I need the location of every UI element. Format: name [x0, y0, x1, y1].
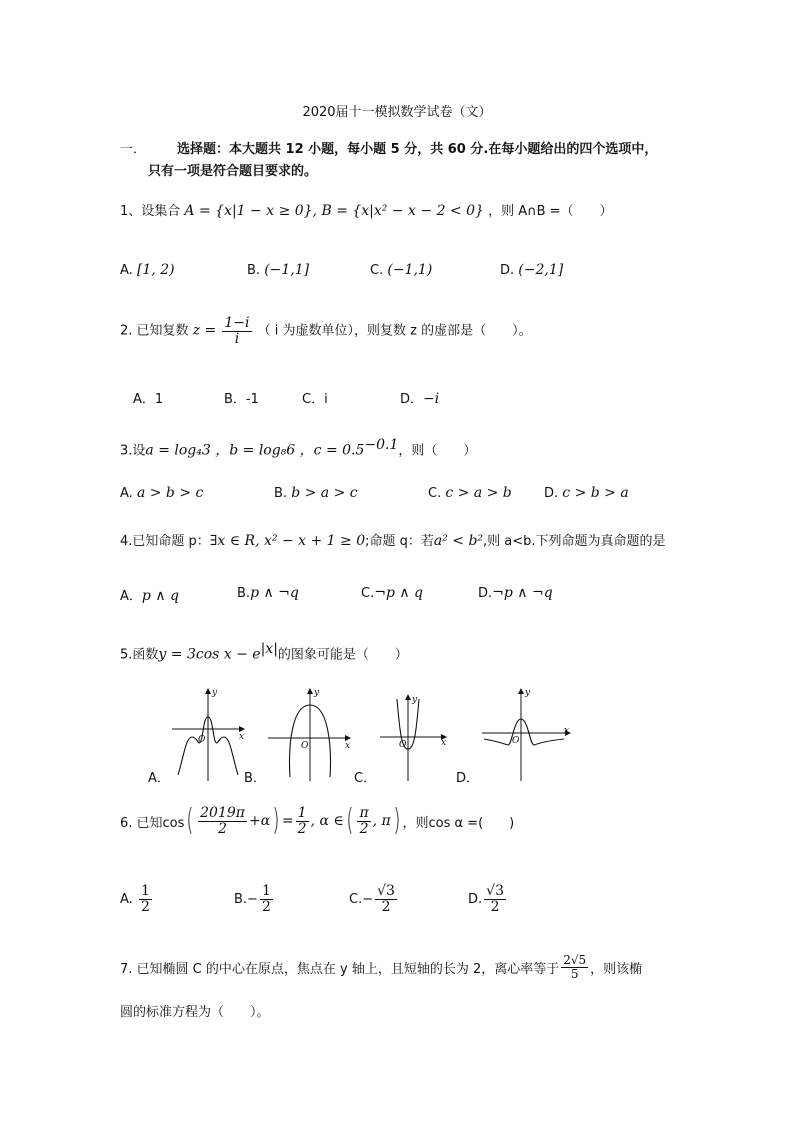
q7-eccentricity: [561, 954, 588, 980]
q6-frac-pi2: [357, 806, 370, 836]
graph-a-y-label: y: [212, 688, 218, 698]
q6-frac-den: 2: [218, 820, 228, 837]
question-4: [120, 530, 666, 549]
q6-option-b: [234, 884, 275, 914]
q4-option-c-letter: C.: [361, 586, 375, 601]
q3-option-d-text: c > b > a: [562, 485, 629, 501]
q5-label-b: B．: [244, 771, 266, 786]
question-2: [120, 316, 532, 346]
q1-stem: 1、设集合: [120, 204, 181, 219]
q2-fraction: [222, 316, 251, 346]
q1-option-b: [247, 262, 309, 278]
section-heading: [177, 138, 657, 157]
q5-tail: 的图象可能是（ ）: [277, 647, 408, 663]
q2-option-d-text: −i: [423, 391, 440, 407]
q1-option-a-letter: A.: [120, 263, 133, 278]
q6-option-a-letter: A.: [120, 891, 133, 907]
q4-tail: ,则 a<b.下列命题为真命题的是: [483, 534, 666, 549]
q4-option-d-text: ¬p ∧ ¬q: [492, 585, 553, 601]
q2-option-d: [400, 388, 439, 407]
graph-a: [172, 688, 244, 781]
q2-z: z =: [192, 322, 217, 339]
q6-option-a-den: 2: [140, 898, 150, 915]
q6-option-c-den: 2: [381, 898, 391, 915]
graph-b: [268, 688, 350, 781]
q1-option-a-text: [1, 2): [136, 262, 175, 278]
q3-option-c-letter: C.: [428, 486, 442, 501]
q6-option-b-letter: B.−: [234, 891, 258, 907]
q6-option-a-frac: [139, 884, 152, 914]
graph-b-x-label: x: [345, 741, 351, 751]
q3-option-b-letter: B.: [274, 486, 288, 501]
q6-option-d: [468, 884, 508, 914]
q3-option-d: [544, 485, 629, 501]
q6-pi-den: 2: [359, 820, 369, 837]
q4-option-c: [361, 585, 423, 601]
q4-option-b-letter: B.: [237, 586, 251, 601]
graph-d-y-label: y: [525, 688, 531, 698]
q1-option-c-letter: C.: [370, 263, 384, 278]
section-number: 一．: [120, 142, 147, 157]
q2-denominator: i: [234, 330, 240, 347]
question-6: [120, 803, 515, 839]
graph-b-y-label: y: [314, 688, 320, 698]
q4-mid: ;命题 q：若: [365, 534, 434, 549]
q3-option-d-letter: D.: [544, 486, 559, 501]
question-1: [120, 200, 613, 219]
q7-ecc-den: 5: [570, 966, 579, 981]
q6-half-den: 2: [297, 820, 307, 837]
q7-ecc-num: 2√5: [563, 953, 587, 967]
q3-option-c: [428, 485, 512, 501]
q5-expr: y = 3cos x − e: [158, 646, 261, 663]
graph-c-origin: O: [399, 740, 407, 750]
q5-label-c: C．: [354, 771, 377, 786]
q7-line1b: ，则该椭: [590, 961, 643, 977]
q4-option-d: [478, 585, 553, 601]
q3-expr: a = log₄3 ，b = log₈6 ，c = 0.5: [145, 442, 365, 459]
q3-exp: −0.1: [364, 437, 399, 453]
q4-expr2: a² < b²: [433, 533, 484, 549]
q3-option-a-letter: A.: [120, 486, 133, 501]
question-3: [120, 437, 476, 459]
q1-option-c-text: (−1,1): [387, 262, 433, 278]
q6-tail: ，则cos α =( ): [402, 815, 515, 831]
q4-expr1: ∃x ∈ R, x² − x + 1 ≥ 0: [209, 533, 366, 549]
q2-numerator: 1−i: [224, 315, 250, 331]
q4-option-a: [120, 585, 179, 604]
q7-line2: 圆的标准方程为（ ）。: [120, 1005, 270, 1020]
q6-option-c-num: √3: [377, 883, 395, 899]
q6-plus-alpha: +α: [248, 813, 271, 830]
graph-c: [380, 695, 446, 781]
graph-a-origin: O: [198, 735, 206, 745]
graph-d-origin: O: [512, 736, 520, 746]
q1-option-d: [500, 262, 563, 278]
q6-lparen: (: [186, 803, 194, 839]
q2-stem: 2. 已知复数: [120, 323, 189, 339]
q1-option-c: [370, 262, 432, 278]
q6-option-d-frac: [484, 884, 506, 914]
q6-lparen2: (: [346, 803, 354, 839]
q3-tail: ，则（ ）: [398, 443, 477, 459]
q2-option-b: B．-1: [224, 392, 259, 407]
section-heading-part2: 在每小题给出的四个选项中，: [488, 142, 658, 157]
q6-option-d-den: 2: [490, 898, 500, 915]
q1-sets: A = {x|1 − x ≥ 0}, B = {x|x² − x − 2 < 0}: [184, 203, 484, 219]
q6-half-num: 1: [297, 805, 307, 821]
section-heading-part1: 选择题：本大题共 12 小题，每小题 5 分，共 60 分.: [177, 142, 489, 157]
q4-option-a-letter: A．: [120, 589, 142, 604]
q4-stem: 4.已知命题 p：: [120, 534, 210, 549]
graph-d: [482, 688, 570, 781]
question-7: [120, 954, 642, 980]
q1-tail: ，则 A∩B =（ ）: [488, 204, 613, 219]
q1-option-a: [120, 262, 175, 278]
q6-pi-num: π: [359, 805, 369, 821]
q5-label-a: A．: [148, 771, 170, 786]
q3-option-c-text: c > a > b: [445, 485, 512, 501]
q6-option-b-frac: [260, 884, 273, 914]
question-5: [120, 641, 408, 662]
q2-option-d-letter: D．: [400, 392, 424, 407]
q4-option-b: [237, 585, 299, 601]
q4-option-c-text: ¬p ∧ q: [374, 585, 424, 601]
q6-option-c-letter: C.−: [349, 891, 374, 907]
q3-option-b: [274, 485, 358, 501]
graph-c-x-label: x: [441, 738, 447, 748]
q2-option-c: C．i: [302, 392, 328, 407]
graph-c-y-label: y: [412, 695, 418, 705]
q6-pi: , π: [372, 813, 391, 830]
q5-stem: 5.函数: [120, 647, 159, 663]
q6-option-c-frac: [375, 884, 397, 914]
q5-label-d: D．: [456, 771, 480, 786]
q6-frac-num: 2019π: [200, 805, 245, 821]
q6-option-d-num: √3: [486, 883, 504, 899]
q3-option-b-text: b > a > c: [291, 485, 358, 501]
q3-option-a-text: a > b > c: [136, 485, 204, 501]
q4-option-d-letter: D.: [478, 586, 493, 601]
q6-rparen2: ): [393, 803, 401, 839]
page-title: 2020届十一模拟数学试卷（文）: [302, 105, 492, 120]
q6-option-a-num: 1: [140, 883, 150, 899]
q6-frac-2019pi: [198, 806, 247, 836]
q6-option-a: [120, 884, 154, 914]
q6-mid: , α ∈: [310, 813, 344, 830]
q1-option-b-letter: B.: [247, 263, 261, 278]
graph-a-x-label: x: [239, 732, 245, 742]
q2-tail: （ i 为虚数单位），则复数 z 的虚部是（ ）。: [257, 323, 532, 339]
q4-option-b-text: p ∧ ¬q: [250, 585, 299, 601]
q1-option-d-letter: D.: [500, 263, 515, 278]
q1-option-b-text: (−1,1]: [264, 262, 310, 278]
graph-d-curve: [484, 719, 564, 745]
q5-exp: |x|: [260, 641, 278, 657]
q6-rparen: ): [272, 803, 280, 839]
graph-d-x-label: x: [564, 726, 570, 736]
q6-option-d-letter: D.: [468, 891, 483, 907]
q6-option-b-num: 1: [261, 883, 271, 899]
q6-option-b-den: 2: [261, 898, 271, 915]
q3-option-a: [120, 485, 203, 501]
q7-line1: 7. 已知椭圆 C 的中心在原点，焦点在 y 轴上，且短轴的长为 2，离心率等于: [120, 961, 560, 977]
q6-option-c: [349, 884, 399, 914]
section-heading-line2: 只有一项是符合题目要求的。: [148, 164, 318, 179]
q6-eq: =: [281, 813, 294, 830]
q6-frac-half: [296, 806, 309, 836]
q4-option-a-text: p ∧ q: [141, 588, 179, 604]
q2-option-a: A．1: [133, 392, 164, 407]
graph-b-origin: O: [301, 741, 309, 751]
q1-option-d-text: (−2,1]: [518, 262, 564, 278]
q3-stem: 3.设: [120, 443, 146, 459]
q6-stem: 6. 已知cos: [120, 815, 185, 831]
